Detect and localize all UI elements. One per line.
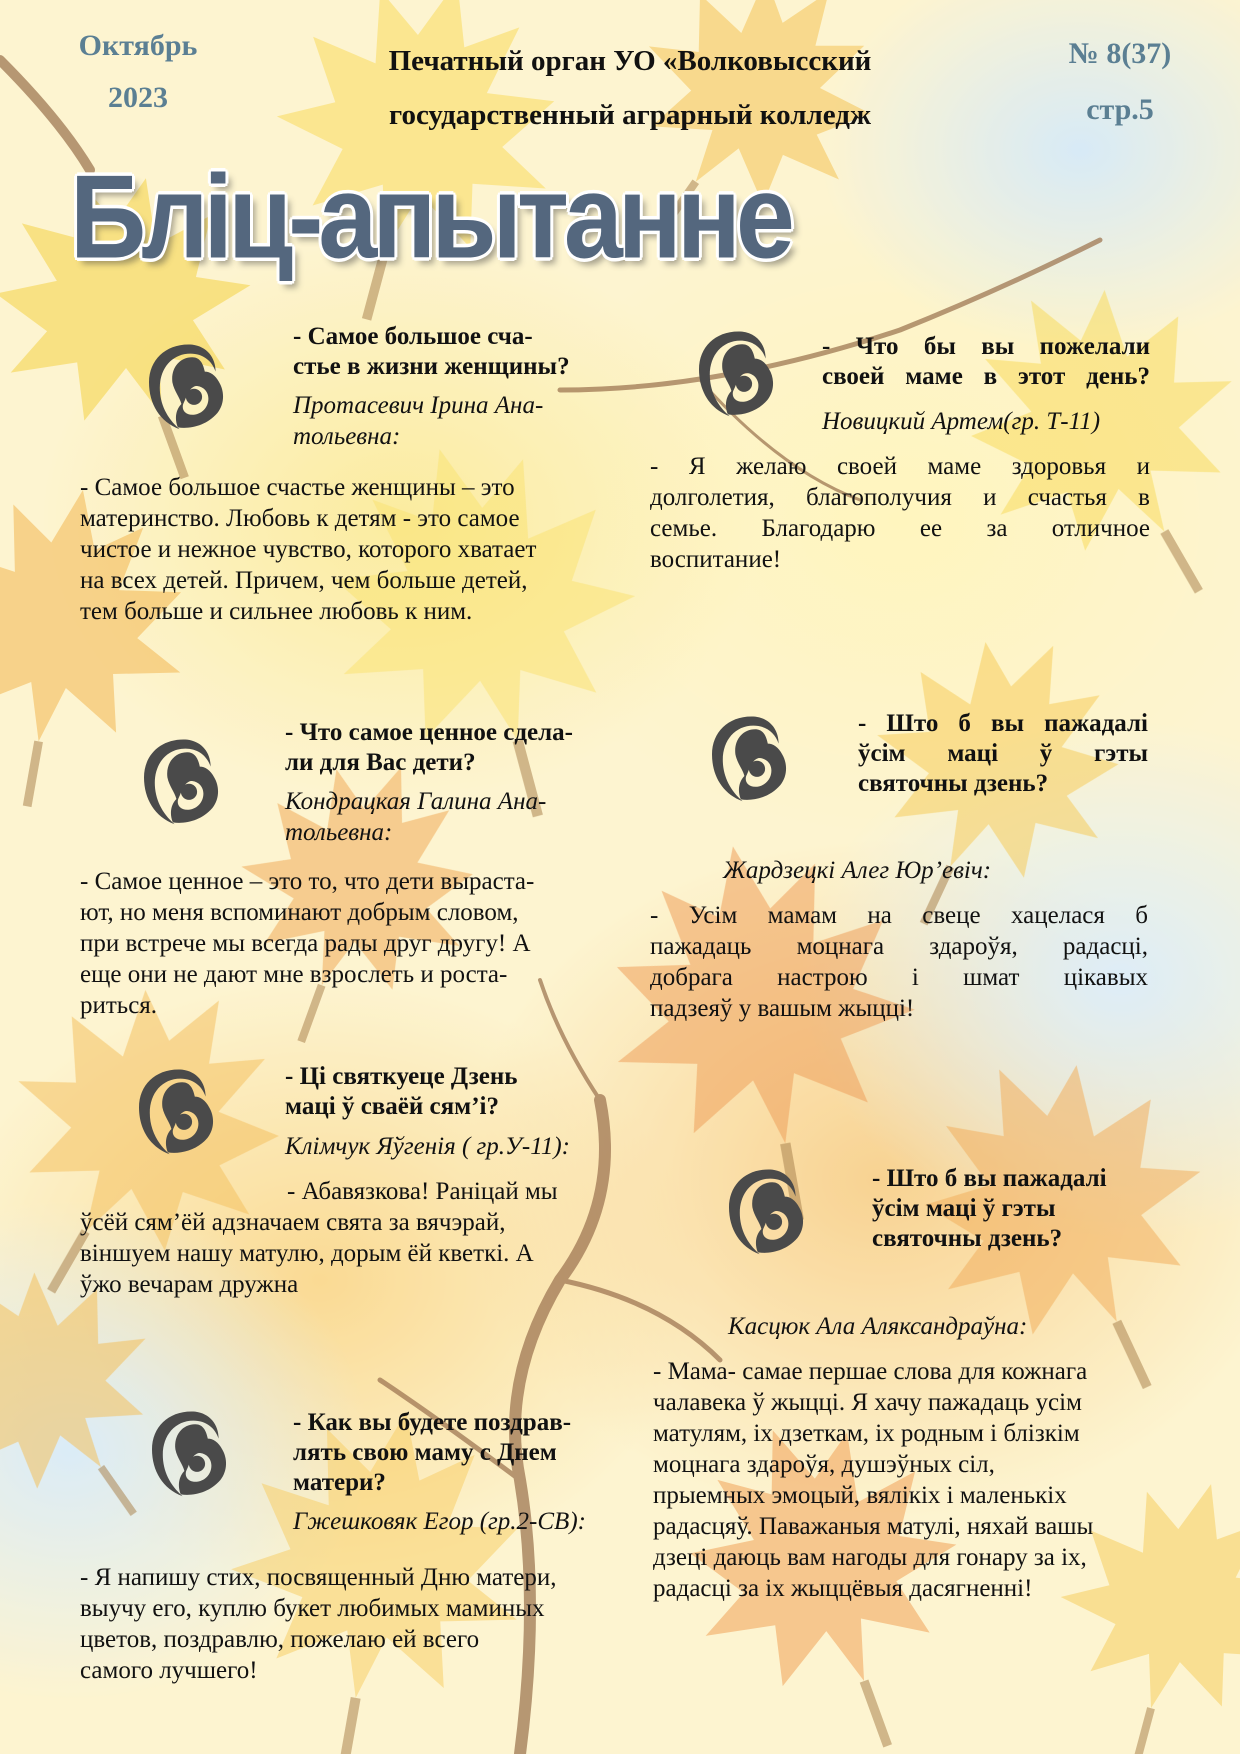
question-line: - Самое большое сча- [293,323,533,350]
author-line: Кондрацкая Галина Ана- [285,788,547,815]
answer-line: при встрече мы всегда рады друг другу! А [80,930,531,957]
answer-line: ўсёй сям’ёй адзначаем свята за вячэрай, [80,1209,506,1236]
author-2 [822,406,1150,437]
question-line: лять свою маму с Днем [293,1439,557,1466]
answer-line: чалавека ў жыцці. Я хачу пажадаць усім [653,1389,1082,1416]
question-block-6 [872,1164,1162,1254]
answer-line: добрага настрою і шмат цікавых [650,964,1148,991]
author-4 [723,855,1143,886]
mother-child-icon [703,710,793,806]
question-line: святочны дзень? [872,1225,1063,1252]
question-7 [293,1408,638,1498]
answer-line: матулям, іх дзеткам, іх родным і блізкім [653,1420,1080,1447]
question-line: ўсім маці ў гэты [858,740,1148,767]
answer-line: прыемных эмоцый, вялікіх і маленькіх [653,1482,1067,1509]
answer-line: - Мама- самае першае слова для кожнага [653,1358,1088,1385]
mother-child-icon [720,1163,810,1259]
mother-child-icon [130,1063,220,1159]
question-line: своей маме в этот день? [822,363,1150,390]
question-block-3 [285,718,625,848]
question-5 [285,1062,635,1122]
answer-line: материнство. Любовь к детям - это самое [80,505,520,532]
question-line: - Што б вы пажадалі [872,1165,1107,1192]
publisher-line-2: государственный аграрный колледж [389,99,871,131]
question-2 [822,332,1150,392]
answer-line: моцнага здароўя, душэўных сіл, [653,1451,995,1478]
answer-line: дзеці даюць вам нагоды для гонару за іх, [653,1544,1087,1571]
question-line: - Что бы вы пожелали [822,333,1150,360]
question-line: матери? [293,1469,386,1496]
author-line: Жардзецкі Алег Юр’евіч: [723,857,992,884]
answer-line: воспитание! [650,546,782,573]
author-line: Новицкий Артем(гр. Т-11) [822,408,1101,435]
author-5 [285,1131,635,1162]
author-line: Касцюк Ала Аляксандраўна: [728,1313,1028,1340]
answer-line: - Абавязкова! Раніцай мы [287,1178,558,1205]
answer-line: цветов, поздравлю, пожелаю ей всего [80,1626,480,1653]
issue-date [78,20,198,124]
question-line: стье в жизни женщины? [293,353,570,380]
answer-line: чистое и нежное чувство, которого хватает [80,536,537,563]
author-3 [285,786,625,848]
answer-line: падзеяў у вашым жыцці! [650,995,915,1022]
question-line: маці ў сваёй сям’і? [285,1093,499,1120]
author-1 [293,390,623,452]
answer-line: риться. [80,992,158,1019]
answer-6 [653,1356,1173,1604]
question-line: ли для Вас дети? [285,749,476,776]
answer-line: - Я желаю своей маме здоровья и [650,453,1150,480]
author-line: тольевна: [293,423,401,450]
author-line: Протасевич Ірина Ана- [293,392,544,419]
author-line: Клімчук Яўгенія ( гр.У-11): [285,1133,570,1160]
question-line: святочны дзень? [858,770,1049,797]
answer-line: - Усім мамам на свеце хацелася б [650,902,1148,929]
question-line: - Что самое ценное сдела- [285,719,573,746]
author-line: Гжешковяк Егор (гр.2-СВ): [293,1508,586,1535]
author-6 [728,1311,1148,1342]
publisher-line-1: Печатный орган УО «Волковысский [388,45,872,77]
issue-month: Октябрь [78,29,198,62]
question-block-2 [822,332,1150,392]
question-line: - Как вы будете поздрав- [293,1409,572,1436]
question-line: ўсім маці ў гэты [872,1195,1056,1222]
mother-child-icon [690,325,780,421]
answer-line: выучу его, куплю букет любимых маминых [80,1595,545,1622]
answer-5-first-line [287,1176,637,1207]
answer-line: - Самое ценное – это то, что дети выраста- [80,868,535,895]
question-block-4 [858,709,1148,799]
page-title: Бліц-апытанне [70,151,790,284]
answer-line: ют, но меня вспоминают добрым словом, [80,899,519,926]
author-7 [293,1506,638,1537]
question-line: - Што б вы пажадалі [858,710,1148,737]
question-3 [285,718,625,778]
mother-child-icon [140,338,230,434]
answer-line: - Самое большое счастье женщины – это [80,474,515,501]
author-line: тольевна: [285,819,393,846]
question-line: - Ці святкуеце Дзень [285,1063,518,1090]
publisher-line [330,34,930,142]
issue-year: 2023 [108,81,168,114]
answer-line: ўжо вечарам дружна [80,1271,299,1298]
page-number: стр.5 [1086,93,1154,126]
answer-4 [650,900,1148,1024]
answer-line: самого лучшего! [80,1657,258,1684]
question-block-7 [293,1408,638,1537]
mother-child-icon [135,733,225,829]
answer-line: долголетия, благополучия и счастья в [650,484,1150,511]
question-6 [872,1164,1162,1254]
answer-line: радасці за іх жыццёвыя дасягненні! [653,1575,1033,1602]
answer-line: семье. Благодарю ее за отличное [650,515,1150,542]
answer-line: віншуем нашу матулю, дорым ёй кветкі. А [80,1240,534,1267]
answer-line: радасцяў. Паважаныя матулі, няхай вашы [653,1513,1094,1540]
answer-line: - Я напишу стих, посвященный Дню матери, [80,1564,557,1591]
answer-line: еще они не дают мне взрослеть и роста- [80,961,508,988]
answer-3 [80,866,640,1021]
question-block-1 [293,322,623,452]
issue-number: № 8(37) [1068,37,1172,70]
answer-1 [80,472,640,627]
question-4 [858,709,1148,799]
answer-5 [80,1207,640,1300]
question-block-5 [285,1062,635,1162]
answer-line: на всех детей. Причем, чем больше детей, [80,567,528,594]
answer-2 [650,451,1150,575]
mother-child-icon [143,1405,233,1501]
answer-line: пажадаць моцнага здароўя, радасці, [650,933,1148,960]
issue-info [1030,26,1210,138]
answer-line: тем больше и сильнее любовь к ним. [80,598,473,625]
question-1 [293,322,623,382]
answer-7 [80,1562,650,1686]
